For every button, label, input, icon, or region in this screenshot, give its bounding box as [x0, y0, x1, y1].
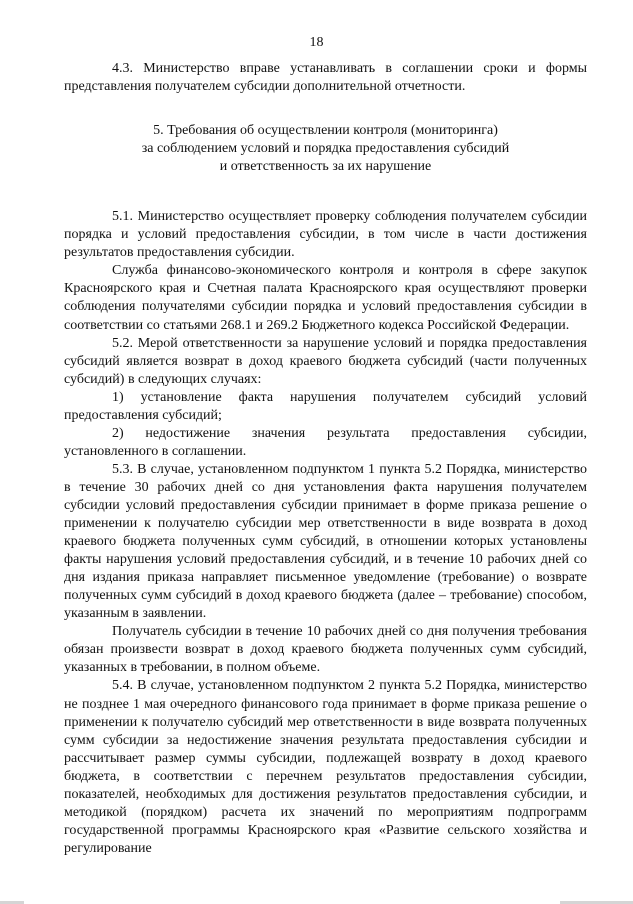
- section-title: [64, 122, 587, 176]
- paragraph-5-3: 5.3. В случае, установленном подпунктом 1 пункта 5.2 Порядка, министерство в течение 30 рабочих дней со дня установления факта нарушения получателем субсидии условий предоставления субсидии принимает в форме приказа решение о применении к получателю субсидии мер ответственности в виде возврата в доход краевого бюджета полученных сумм субсидий, в отношении которых установлены факты нарушения условий предоставления субсидий, и в течение 10 рабочих дней со дня издания приказа направляет письменное уведомление (требование) о возврате полученных сумм субсидий в доход краевого бюджета (далее – требование) способом, указанным в заявлении.: [64, 461, 587, 622]
- section-title-line-2: за соблюдением условий и порядка предоставления субсидий: [141, 141, 510, 157]
- list-item-2: 2) недостижение значения результата предоставления субсидии, установленного в соглашении.: [64, 425, 587, 459]
- section-title-line-1: 5. Требования об осуществлении контроля (мониторинга): [153, 123, 498, 139]
- page-number: 18: [309, 35, 324, 50]
- paragraph-5-1: 5.1. Министерство осуществляет проверку соблюдения получателем субсидии порядка и условий предоставления субсидии, в том числе в части достижения результатов предоставления субсидии.: [64, 209, 587, 261]
- paragraph-4-3: 4.3. Министерство вправе устанавливать в соглашении сроки и формы представления получателем субсидии дополнительной отчетности.: [64, 61, 587, 95]
- section-title-line-3: и ответственность за их нарушение: [219, 159, 432, 175]
- list-item-1: 1) установление факта нарушения получателем субсидий условий предоставления субсидий;: [64, 389, 587, 423]
- paragraph-refund-obligation: Получатель субсидии в течение 10 рабочих дней со дня получения требования обязан произвести возврат в доход краевого бюджета полученных сумм субсидий, указанных в требовании, в полном объеме.: [64, 624, 587, 676]
- document-body: [64, 60, 587, 858]
- paragraph-5-2: 5.2. Мерой ответственности за нарушение условий и порядка предоставления субсидий является возврат в доход краевого бюджета субсидий (части полученных субсидий) в следующих случаях:: [64, 335, 587, 387]
- paragraph-control-service: Служба финансово-экономического контроля и контроля в сфере закупок Красноярского края и Счетная палата Красноярского края осуществляют проверки соблюдения получателями субсидии порядка и условий предоставления субсидии в соответствии со статьями 268.1 и 269.2 Бюджетного кодекса Российской Федерации.: [64, 263, 587, 333]
- paragraph-5-4: 5.4. В случае, установленном подпунктом 2 пункта 5.2 Порядка, министерство не позднее 1 мая очередного финансового года принимает в форме приказа решение о применении к получателю субсидий мер ответственности в виде возврата полученных сумм субсидии за недостижение значения результата предоставления субсидии и рассчитывает размер суммы субсидии, подлежащей возврату в доход краевого бюджета, в соответствии с перечнем результатов предоставления субсидии, показателей, необходимых для достижения результатов предоставления субсидии, и методикой (порядком) расчета их значений по мероприятиям подпрограмм государственной программы Красноярского края «Развитие сельского хозяйства и регулирование: [64, 678, 587, 856]
